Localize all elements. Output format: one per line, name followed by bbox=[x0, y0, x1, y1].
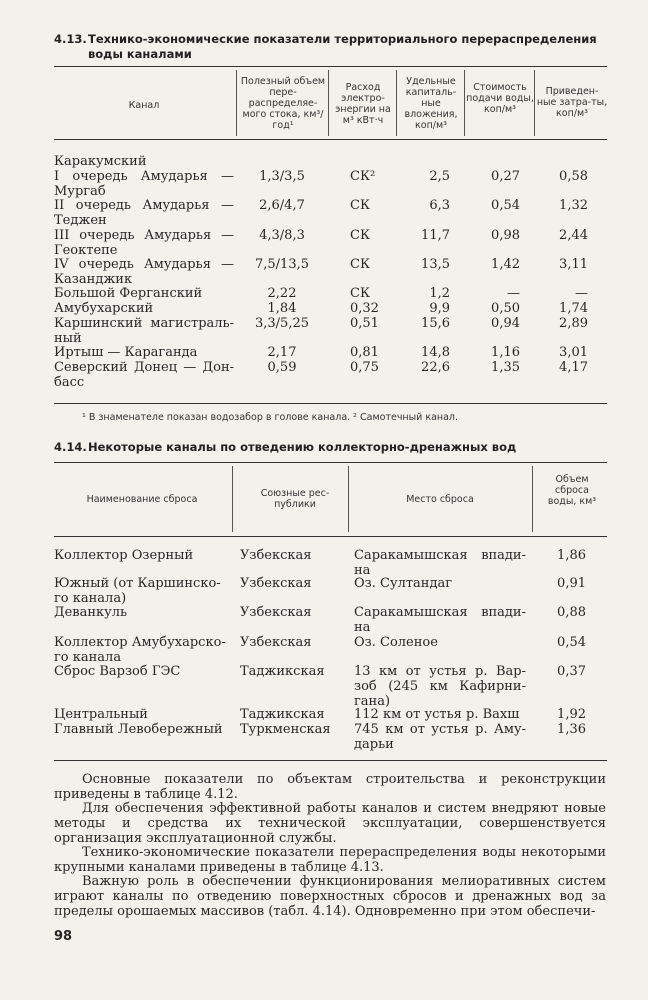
capital-cell: 22,6 bbox=[421, 360, 450, 375]
energy-cell: 0,32 bbox=[350, 301, 379, 316]
capital-cell: 1,2 bbox=[429, 286, 450, 301]
energy-cell: 0,81 bbox=[350, 345, 379, 360]
paragraph: Технико-экономические показатели перераспределения воды некоторыми крупными каналами приведены в таблице 4.13. bbox=[54, 845, 606, 875]
table1-footnote: ¹ В знаменателе показан водозабор в голове канала. ² Самотечный канал. bbox=[82, 412, 459, 423]
energy-cell: 0,75 bbox=[350, 360, 379, 375]
cost-cell: 1,35 bbox=[491, 360, 520, 375]
capital-cell: 11,7 bbox=[421, 228, 450, 243]
header-cost: Стоимость подачи воды, коп/м³ bbox=[466, 82, 534, 115]
canal-name: I очередь Амударья — Мургаб bbox=[54, 169, 234, 199]
volume-cell: 0,54 bbox=[557, 635, 586, 650]
volume-cell: 0,59 bbox=[267, 360, 297, 375]
header-capital: Удельные капиталь-ные вложения, коп/м³ bbox=[404, 76, 458, 131]
page-number: 98 bbox=[54, 929, 73, 944]
volume-cell: 7,5/13,5 bbox=[255, 257, 309, 272]
table2-header-rule bbox=[54, 536, 607, 537]
table1-header-rule bbox=[54, 139, 607, 140]
place-cell: Саракамышская впади-на bbox=[354, 605, 526, 635]
table2-divider bbox=[532, 466, 533, 532]
outlet-name: Главный Левобережный bbox=[54, 722, 223, 737]
header-canal: Канал bbox=[128, 100, 160, 111]
republic-cell: Узбекская bbox=[240, 576, 312, 591]
republic-cell: Таджикская bbox=[240, 664, 325, 679]
table-number: 4.13. bbox=[54, 32, 87, 46]
volume-cell: 1,36 bbox=[557, 722, 586, 737]
group-heading: Каракумский bbox=[54, 154, 147, 169]
volume-cell: 4,3/8,3 bbox=[259, 228, 305, 243]
volume-cell: 1,84 bbox=[267, 301, 297, 316]
canal-name: III очередь Амударья — Геоктепе bbox=[54, 228, 234, 258]
header-volume: Объем сброса воды, км³ bbox=[547, 474, 597, 507]
table1-divider bbox=[236, 70, 237, 136]
table2-divider bbox=[232, 466, 233, 532]
paragraph: Основные показатели по объектам строительства и реконструкции приведены в таблице 4.12. bbox=[54, 772, 606, 802]
cost-cell: 0,27 bbox=[491, 169, 520, 184]
canal-name: IV очередь Амударья — Казанджик bbox=[54, 257, 234, 287]
table1-divider bbox=[464, 70, 465, 136]
cost-cell: — bbox=[507, 286, 520, 301]
reduced-cell: 3,11 bbox=[559, 257, 588, 272]
place-cell: Оз. Султандаг bbox=[354, 576, 453, 591]
reduced-cell: 1,32 bbox=[559, 198, 588, 213]
republic-cell: Узбекская bbox=[240, 635, 312, 650]
header-reduced: Приведен-ные затра-ты, коп/м³ bbox=[536, 86, 608, 119]
outlet-name: Сброс Варзоб ГЭС bbox=[54, 664, 181, 679]
canal-name: Большой Ферганский bbox=[54, 286, 203, 301]
canal-name: II очередь Амударья — Теджен bbox=[54, 198, 234, 228]
capital-cell: 2,5 bbox=[429, 169, 450, 184]
header-republic: Союзные рес-публики bbox=[260, 488, 330, 510]
paragraph: Важную роль в обеспечении функционирования мелиоративных систем играют каналы по отведению поверхностных сбросов и дренажных вод за пределы орошаемых массивов (табл. 4.14). Одновременно при этом обеспечи- bbox=[54, 874, 606, 919]
table1-divider bbox=[328, 70, 329, 136]
republic-cell: Туркменская bbox=[240, 722, 331, 737]
reduced-cell: 1,74 bbox=[559, 301, 588, 316]
header-electricity: Расход электро-энергии на м³ кВт·ч bbox=[335, 82, 391, 126]
volume-cell: 2,17 bbox=[267, 345, 297, 360]
reduced-cell: 3,01 bbox=[559, 345, 588, 360]
header-name: Наименование сброса bbox=[86, 494, 198, 505]
table1-top-rule bbox=[54, 66, 607, 67]
volume-cell: 2,6/4,7 bbox=[259, 198, 305, 213]
place-cell: 112 км от устья р. Вахш bbox=[354, 707, 520, 722]
capital-cell: 6,3 bbox=[429, 198, 450, 213]
table2-top-rule bbox=[54, 462, 607, 463]
volume-cell: 0,37 bbox=[557, 664, 586, 679]
republic-cell: Таджикская bbox=[240, 707, 325, 722]
table1-bottom-rule bbox=[54, 403, 607, 404]
volume-cell: 3,3/5,25 bbox=[255, 316, 309, 331]
reduced-cell: 0,58 bbox=[559, 169, 588, 184]
outlet-name: Южный (от Каршинско-го канала) bbox=[54, 576, 221, 606]
cost-cell: 0,50 bbox=[491, 301, 520, 316]
capital-cell: 14,8 bbox=[421, 345, 450, 360]
table2-divider bbox=[348, 466, 349, 532]
reduced-cell: 2,89 bbox=[559, 316, 588, 331]
reduced-cell: — bbox=[575, 286, 588, 301]
capital-cell: 9,9 bbox=[429, 301, 450, 316]
canal-name: Каршинский магистраль-ный bbox=[54, 316, 234, 346]
table1-divider bbox=[396, 70, 397, 136]
place-cell: 745 км от устья р. Аму-дарьи bbox=[354, 722, 526, 752]
energy-cell: 0,51 bbox=[350, 316, 379, 331]
volume-cell: 1,92 bbox=[557, 707, 586, 722]
header-useful-volume: Полезный объем пере-распределяе-мого стока, км³/год¹ bbox=[240, 76, 326, 131]
outlet-name: Деванкуль bbox=[54, 605, 128, 620]
republic-cell: Узбекская bbox=[240, 548, 312, 563]
canal-name: Иртыш — Караганда bbox=[54, 345, 198, 360]
paragraph: Для обеспечения эффективной работы каналов и систем внедряют новые методы и средства их технической эксплуатации, совершенствуется организация эксплуатационной службы. bbox=[54, 801, 606, 846]
volume-cell: 1,86 bbox=[557, 548, 586, 563]
energy-cell: СК bbox=[350, 198, 371, 213]
place-cell: Саракамышская впади-на bbox=[354, 548, 526, 578]
table2-bottom-rule bbox=[54, 760, 607, 761]
table-title-line2: воды каналами bbox=[88, 47, 192, 61]
volume-cell: 0,88 bbox=[557, 605, 586, 620]
table1-divider bbox=[534, 70, 535, 136]
volume-cell: 1,3/3,5 bbox=[259, 169, 305, 184]
table-number: 4.14. bbox=[54, 440, 87, 454]
table-title-line1: Технико-экономические показатели территориального перераспределения bbox=[88, 32, 597, 46]
energy-cell: СК² bbox=[350, 169, 376, 184]
republic-cell: Узбекская bbox=[240, 605, 312, 620]
volume-cell: 0,91 bbox=[557, 576, 586, 591]
volume-cell: 2,22 bbox=[267, 286, 297, 301]
reduced-cell: 2,44 bbox=[559, 228, 588, 243]
reduced-cell: 4,17 bbox=[559, 360, 588, 375]
cost-cell: 1,42 bbox=[491, 257, 520, 272]
header-place: Место сброса bbox=[406, 494, 474, 505]
table-title: Некоторые каналы по отведению коллекторно-дренажных вод bbox=[88, 440, 517, 454]
place-cell: Оз. Соленое bbox=[354, 635, 438, 650]
table-4-13-title bbox=[54, 32, 614, 62]
table-4-14-title bbox=[54, 440, 614, 455]
capital-cell: 13,5 bbox=[421, 257, 450, 272]
outlet-name: Коллектор Озерный bbox=[54, 548, 194, 563]
capital-cell: 15,6 bbox=[421, 316, 450, 331]
canal-name: Амубухарский bbox=[54, 301, 154, 316]
outlet-name: Центральный bbox=[54, 707, 148, 722]
energy-cell: СК bbox=[350, 228, 371, 243]
place-cell: 13 км от устья р. Вар-зоб (245 км Кафирни-гана) bbox=[354, 664, 526, 709]
cost-cell: 0,98 bbox=[491, 228, 520, 243]
cost-cell: 0,94 bbox=[491, 316, 520, 331]
cost-cell: 1,16 bbox=[491, 345, 520, 360]
cost-cell: 0,54 bbox=[491, 198, 520, 213]
energy-cell: СК bbox=[350, 257, 371, 272]
energy-cell: СК bbox=[350, 286, 371, 301]
canal-name: Северский Донец — Дон-басс bbox=[54, 360, 234, 390]
outlet-name: Коллектор Амубухарско-го канала bbox=[54, 635, 226, 665]
